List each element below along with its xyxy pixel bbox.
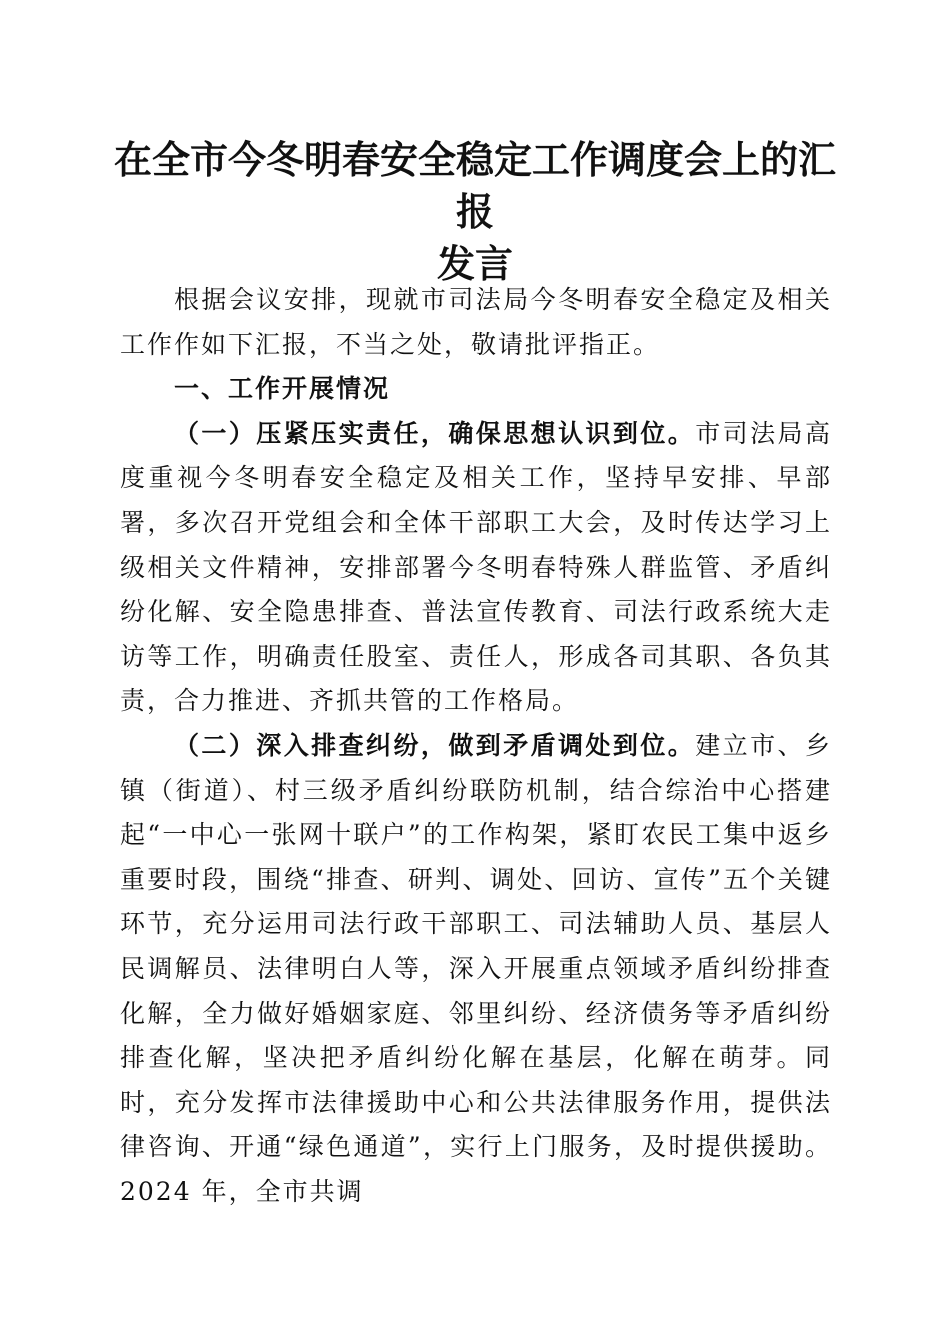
document-body	[120, 278, 832, 1214]
item-2-text: 建立市、乡镇（街道）、村三级矛盾纠纷联防机制，结合综治中心搭建起“一中心一张网十联户”的工作构架，紧盯农民工集中返乡重要时段，围绕“排查、研判、调处、回访、宣传”五个关键环节，充分运用司法行政干部职工、司法辅助人员、基层人民调解员、法律明白人等，深入开展重点领域矛盾纠纷排查化解，全力做好婚姻家庭、邻里纠纷、经济债务等矛盾纠纷排查化解，坚决把矛盾纠纷化解在基层，化解在萌芽。同时，充分发挥市法律援助中心和公共法律服务作用，提供法律咨询、开通“绿色通道”，实行上门服务，及时提供援助。2024 年，全市共调	[120, 730, 832, 1206]
title-line-1: 在全市今冬明春安全稳定工作调度会上的汇报	[113, 137, 836, 234]
intro-paragraph: 根据会议安排，现就市司法局今冬明春安全稳定及相关工作作如下汇报，不当之处，敬请批评指正。	[120, 285, 832, 359]
section-heading: 一、工作开展情况	[174, 374, 391, 404]
item-1-paragraph	[120, 412, 832, 724]
item-1-lead: （一）压紧压实责任，确保思想认识到位。	[174, 418, 696, 448]
item-2-paragraph	[120, 724, 832, 1215]
document-title	[100, 134, 850, 290]
title-line-2: 发言	[436, 241, 513, 286]
item-2-lead: （二）深入排查纠纷，做到矛盾调处到位。	[174, 730, 696, 760]
item-1-text: 市司法局高度重视今冬明春安全稳定及相关工作，坚持早安排、早部署，多次召开党组会和全体干部职工大会，及时传达学习上级相关文件精神，安排部署今冬明春特殊人群监管、矛盾纠纷化解、安全隐患排查、普法宣传教育、司法行政系统大走访等工作，明确责任股室、责任人，形成各司其职、各负其责，合力推进、齐抓共管的工作格局。	[120, 418, 832, 716]
